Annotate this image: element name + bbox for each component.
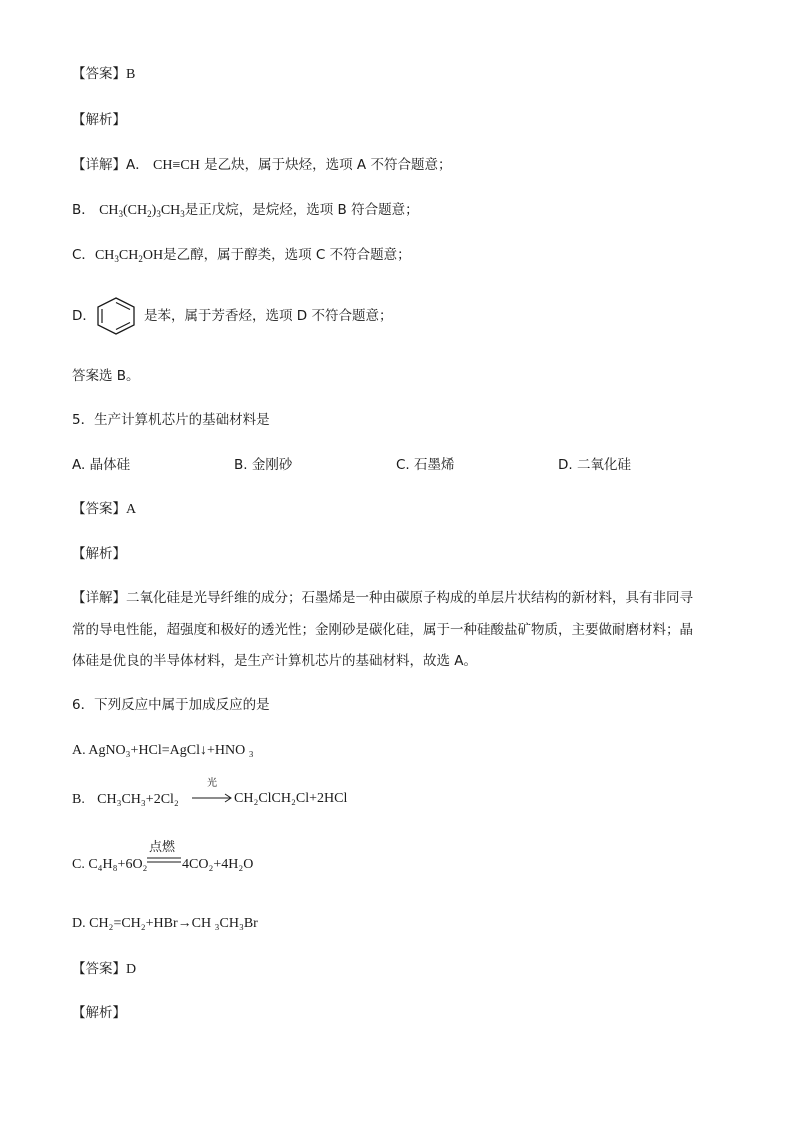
q6-b-products: CH₂ClCH₂Cl+2HCl — [234, 791, 348, 806]
answer-value: B — [126, 67, 136, 82]
q5-answer — [72, 499, 136, 520]
q6-c-condition: 点燃 — [149, 840, 176, 855]
formula: $CH_3(CH_2)_3CH_3$ — [99, 203, 185, 219]
q5-detail-line-3: 体硅是优良的半导体材料，是生产计算机芯片的基础材料，故选 A。 — [72, 653, 478, 669]
detail-label: 【详解】 — [72, 157, 126, 173]
formula: $CH_3CH_2OH$ — [94, 248, 164, 264]
answer-label: 【答案】 — [72, 961, 126, 977]
q4-option-d-text: 是苯，属于芳香烃，选项 D 不符合题意； — [144, 308, 393, 324]
q5-option-c: C. 石墨烯 — [396, 457, 455, 473]
q6-option-a: A. AgNO₃+HCl=AgCl↓+HNO ₃ — [72, 743, 254, 758]
q4-conclusion: 答案选 B。 — [72, 368, 140, 384]
detail-label: 【详解】 — [72, 590, 126, 606]
option-prefix: B． — [72, 202, 95, 218]
formula: CH≡CH — [153, 158, 200, 173]
option-prefix: A． — [126, 157, 149, 173]
q6-option-b — [72, 789, 179, 810]
q5-analysis-label: 【解析】 — [72, 546, 126, 562]
q5-option-b: B. 金刚砂 — [234, 457, 293, 473]
q4-option-b-detail — [72, 200, 419, 221]
benzene-ring-icon — [94, 296, 138, 336]
reaction-double-line-icon — [147, 857, 181, 863]
answer-label: 【答案】 — [72, 501, 126, 517]
option-prefix: B. — [72, 792, 85, 807]
explanation: 是正戊烷，是烷烃，选项 B 符合题意； — [184, 202, 419, 218]
q6-analysis-label: 【解析】 — [72, 1005, 126, 1021]
option-prefix: C． — [72, 247, 95, 263]
q6-option-d: D. CH₂=CH₂+HBr→CH ₃CH₃Br — [72, 916, 258, 931]
q4-option-c-detail — [72, 245, 411, 266]
answer-value: D — [126, 962, 137, 977]
explanation: 是乙醇，属于醇类，选项 C 不符合题意； — [163, 247, 411, 263]
reactants: CH₃CH₃+2Cl₂ — [97, 792, 179, 807]
q6-b-condition: 光 — [207, 778, 217, 789]
answer-value: A — [126, 502, 137, 517]
reaction-arrow-icon — [192, 792, 234, 804]
q6-answer — [72, 959, 136, 980]
q5-detail-line-1: 【详解】二氧化硅是光导纤维的成分；石墨烯是一种由碳原子构成的单层片状结构的新材料，具有非同寻 — [72, 590, 693, 606]
q4-answer — [72, 64, 135, 85]
q4-option-a-detail — [72, 155, 451, 176]
q4-option-d-prefix: D． — [72, 308, 96, 324]
q5-stem: 5．生产计算机芯片的基础材料是 — [72, 412, 270, 428]
explanation: 是乙炔，属于炔烃，选项 A 不符合题意； — [204, 157, 452, 173]
q6-option-c-products: 4CO₂+4H₂O — [182, 857, 254, 872]
q6-stem: 6．下列反应中属于加成反应的是 — [72, 697, 270, 713]
q5-option-a: A. 晶体硅 — [72, 457, 131, 473]
q5-detail-line-2: 常的导电性能，超强度和极好的透光性；金刚砂是碳化硅，属于一种硅酸盐矿物质，主要做耐磨材料；晶 — [72, 622, 693, 638]
q5-option-d: D. 二氧化硅 — [558, 457, 631, 473]
q6-option-c-reactants: C. C₄H₈+6O₂ — [72, 857, 148, 872]
answer-label: 【答案】 — [72, 66, 126, 82]
q4-analysis-label: 【解析】 — [72, 112, 126, 128]
